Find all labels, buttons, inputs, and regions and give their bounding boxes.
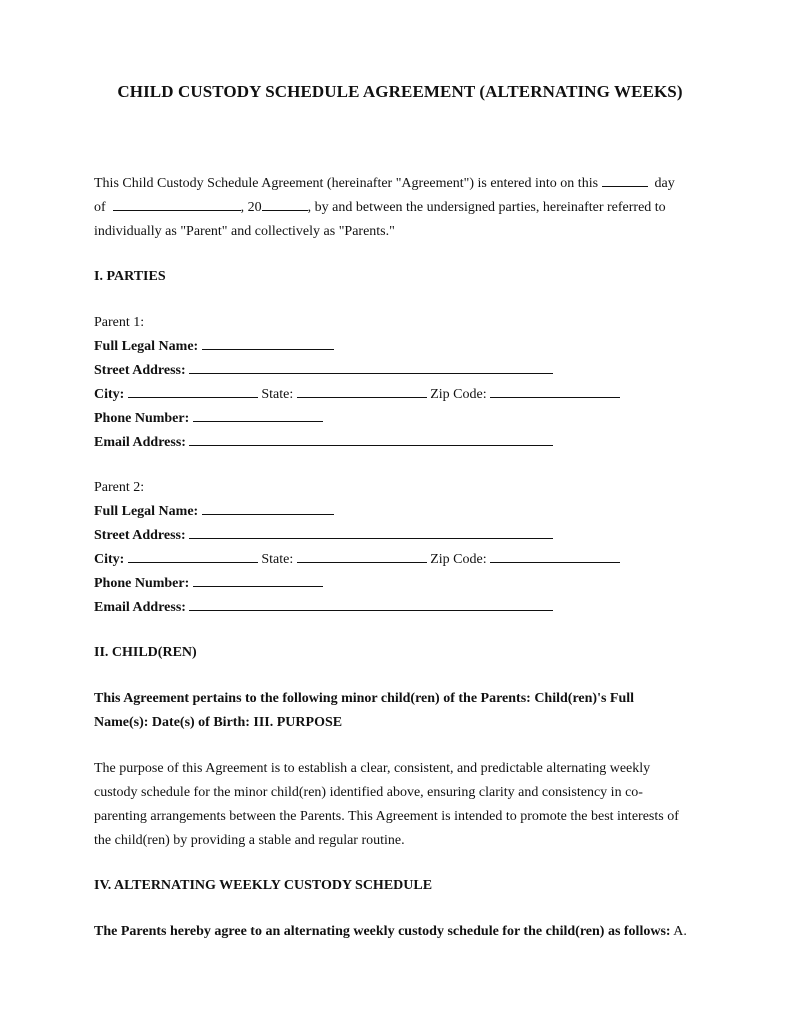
parent2-phone-row	[94, 572, 714, 596]
schedule-bold-text: The Parents hereby agree to an alternating weekly custody schedule for the child(ren) as follows:	[94, 924, 671, 939]
parent2-email-field[interactable]	[189, 596, 553, 611]
parent1-zip-label: Zip Code:	[430, 387, 487, 402]
parent2-zip-field[interactable]	[490, 548, 620, 563]
intro-text-1: This Child Custody Schedule Agreement (hereinafter "Agreement") is entered into on this	[94, 176, 599, 191]
parent2-label: Parent 2:	[94, 480, 145, 495]
parties-heading: I. PARTIES	[94, 269, 166, 284]
purpose-line-2: custody schedule for the minor child(ren) identified above, ensuring clarity and consistency in co-	[94, 785, 643, 800]
parent2-state-field[interactable]	[297, 548, 427, 563]
intro-text-2: , by and between the undersigned parties, hereinafter referred to	[307, 200, 666, 215]
parent2-city-field[interactable]	[128, 548, 258, 563]
document-body	[94, 172, 714, 944]
children-text-line-2: Name(s): Date(s) of Birth: III. PURPOSE	[94, 715, 343, 730]
parent1-city-row	[94, 383, 714, 407]
parent1-state-label: State:	[261, 387, 294, 402]
year-blank[interactable]	[262, 196, 308, 211]
parent2-phone-field[interactable]	[193, 572, 323, 587]
schedule-text-line	[94, 920, 714, 944]
intro-line-3: individually as "Parent" and collectively as "Parents."	[94, 224, 395, 239]
parent2-email-row	[94, 596, 714, 620]
parent1-phone-field[interactable]	[193, 407, 323, 422]
intro-day-label: day	[654, 176, 675, 191]
intro-line-1	[94, 172, 714, 196]
parent1-label: Parent 1:	[94, 315, 145, 330]
schedule-heading: IV. ALTERNATING WEEKLY CUSTODY SCHEDULE	[94, 878, 433, 893]
parent1-email-field[interactable]	[189, 431, 553, 446]
parent1-city-field[interactable]	[128, 383, 258, 398]
parent1-street-field[interactable]	[189, 359, 553, 374]
parent2-city-label: City:	[94, 552, 125, 567]
children-text-line-1: This Agreement pertains to the following minor child(ren) of the Parents: Child(ren)'s Full	[94, 691, 635, 706]
parent2-state-label: State:	[261, 552, 294, 567]
purpose-line-1: The purpose of this Agreement is to establish a clear, consistent, and predictable alternating weekly	[94, 761, 651, 776]
parent2-street-field[interactable]	[189, 524, 553, 539]
parent2-street-row	[94, 524, 714, 548]
parent2-phone-label: Phone Number:	[94, 576, 190, 591]
parent2-zip-label: Zip Code:	[430, 552, 487, 567]
children-heading: II. CHILD(REN)	[94, 645, 197, 660]
intro-of-label: of	[94, 200, 106, 215]
day-blank[interactable]	[602, 172, 648, 187]
parent1-phone-row	[94, 407, 714, 431]
parent1-state-field[interactable]	[297, 383, 427, 398]
parent1-phone-label: Phone Number:	[94, 411, 190, 426]
purpose-line-3: parenting arrangements between the Parents. This Agreement is intended to promote the best interests of	[94, 809, 679, 824]
intro-year-prefix: , 20	[240, 200, 262, 215]
parent1-street-label: Street Address:	[94, 363, 186, 378]
parent1-name-field[interactable]	[202, 335, 334, 350]
parent1-email-label: Email Address:	[94, 435, 186, 450]
parent2-email-label: Email Address:	[94, 600, 186, 615]
parent2-name-label: Full Legal Name:	[94, 504, 199, 519]
parent1-name-row	[94, 335, 714, 359]
purpose-line-4: the child(ren) by providing a stable and regular routine.	[94, 833, 405, 848]
month-blank[interactable]	[113, 196, 241, 211]
schedule-tail-text: A.	[673, 924, 687, 939]
parent1-name-label: Full Legal Name:	[94, 339, 199, 354]
parent2-city-row	[94, 548, 714, 572]
parent2-name-row	[94, 500, 714, 524]
parent2-street-label: Street Address:	[94, 528, 186, 543]
parent2-name-field[interactable]	[202, 500, 334, 515]
intro-line-2	[94, 196, 714, 220]
parent1-city-label: City:	[94, 387, 125, 402]
parent1-zip-field[interactable]	[490, 383, 620, 398]
parent1-street-row	[94, 359, 714, 383]
parent1-email-row	[94, 431, 714, 455]
document-title: CHILD CUSTODY SCHEDULE AGREEMENT (ALTERNATING WEEKS)	[117, 82, 683, 101]
